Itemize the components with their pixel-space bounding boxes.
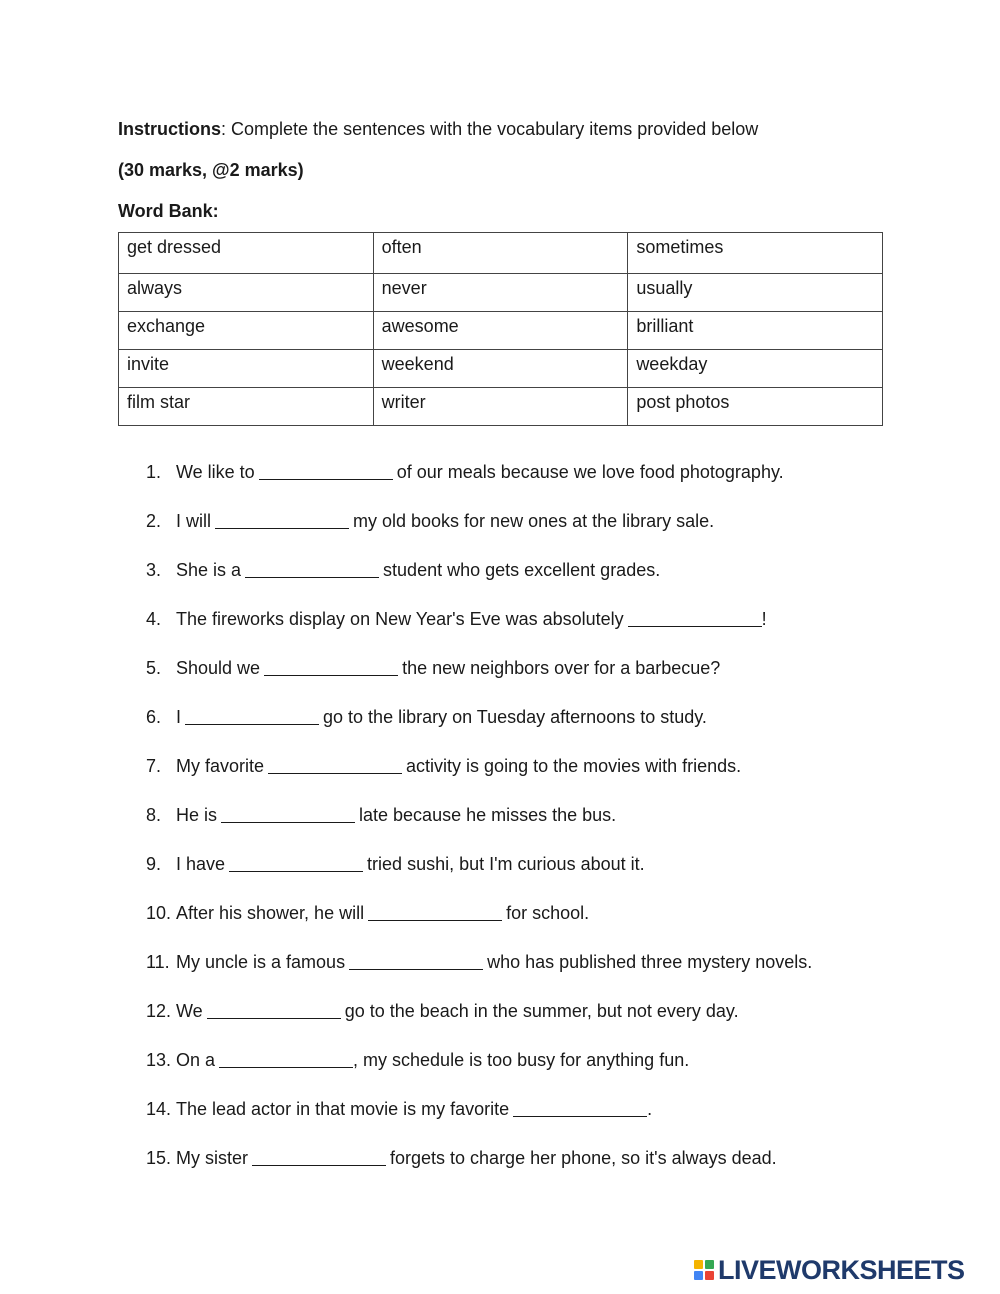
- answer-blank[interactable]: [252, 1147, 386, 1166]
- word-bank-cell: awesome: [373, 312, 628, 350]
- question-text-before: I will: [176, 511, 211, 531]
- answer-blank[interactable]: [628, 608, 762, 627]
- question-text-after: the new neighbors over for a barbecue?: [402, 658, 721, 678]
- question-text-before: My favorite: [176, 756, 265, 776]
- question-text-before: My sister: [176, 1148, 248, 1168]
- word-bank-cell: get dressed: [119, 233, 374, 274]
- marks-note: (30 marks, @2 marks): [118, 160, 304, 180]
- logo-text: LIVEWORKSHEETS: [718, 1255, 965, 1285]
- question-number: 9.: [146, 854, 162, 874]
- word-bank-row: [119, 388, 883, 426]
- question-number: 13.: [146, 1050, 172, 1070]
- word-bank-cell: usually: [628, 274, 883, 312]
- question-item: [146, 706, 812, 755]
- question-item: [146, 657, 812, 706]
- question-text-after: go to the library on Tuesday afternoons to study.: [323, 707, 707, 727]
- answer-blank[interactable]: [245, 559, 379, 578]
- question-text-after: forgets to charge her phone, so it's always dead.: [390, 1148, 777, 1168]
- question-number: 6.: [146, 707, 162, 727]
- question-text-after: of our meals because we love food photography.: [396, 462, 784, 482]
- word-bank-cell: invite: [119, 350, 374, 388]
- question-text-before: He is: [176, 805, 218, 825]
- answer-blank[interactable]: [219, 1049, 353, 1068]
- word-bank-table: [118, 232, 883, 426]
- answer-blank[interactable]: [513, 1098, 647, 1117]
- word-bank-cell: post photos: [628, 388, 883, 426]
- word-bank-cell: film star: [119, 388, 374, 426]
- answer-blank[interactable]: [368, 902, 502, 921]
- instructions-label: Instructions: [118, 119, 222, 139]
- question-text-before: My uncle is a famous: [176, 952, 346, 972]
- question-text-before: I: [176, 707, 182, 727]
- question-number: 7.: [146, 756, 162, 776]
- answer-blank[interactable]: [264, 657, 398, 676]
- question-text-after: my old books for new ones at the library sale.: [353, 511, 715, 531]
- question-number: 15.: [146, 1148, 172, 1168]
- question-item: [146, 951, 812, 1000]
- word-bank-cell: never: [373, 274, 628, 312]
- question-text-after: .: [647, 1099, 653, 1119]
- word-bank-row: [119, 350, 883, 388]
- question-item: [146, 755, 812, 804]
- question-number: 4.: [146, 609, 162, 629]
- word-bank-cell: often: [373, 233, 628, 274]
- question-text-after: student who gets excellent grades.: [383, 560, 661, 580]
- word-bank-row: [119, 233, 883, 274]
- question-item: [146, 804, 812, 853]
- question-text-before: We like to: [176, 462, 255, 482]
- question-text-after: , my schedule is too busy for anything fun.: [353, 1050, 690, 1070]
- question-text-after: !: [761, 609, 767, 629]
- answer-blank[interactable]: [349, 951, 483, 970]
- answer-blank[interactable]: [215, 510, 349, 529]
- question-text-before: Should we: [176, 658, 261, 678]
- question-text-before: The lead actor in that movie is my favorite: [176, 1099, 510, 1119]
- answer-blank[interactable]: [185, 706, 319, 725]
- question-text-before: On a: [176, 1050, 216, 1070]
- word-bank-label: Word Bank:: [118, 201, 219, 221]
- answer-blank[interactable]: [229, 853, 363, 872]
- question-item: [146, 902, 812, 951]
- answer-blank[interactable]: [207, 1000, 341, 1019]
- question-item: [146, 559, 812, 608]
- question-number: 11.: [146, 952, 170, 972]
- question-item: [146, 510, 812, 559]
- word-bank-cell: brilliant: [628, 312, 883, 350]
- question-text-before: She is a: [176, 560, 242, 580]
- question-text-after: go to the beach in the summer, but not every day.: [344, 1001, 739, 1021]
- word-bank-cell: weekday: [628, 350, 883, 388]
- word-bank-cell: sometimes: [628, 233, 883, 274]
- question-number: 3.: [146, 560, 162, 580]
- logo-icon: [694, 1260, 714, 1280]
- answer-blank[interactable]: [259, 461, 393, 480]
- liveworksheets-logo: [694, 1256, 965, 1284]
- logo-block: [694, 1260, 703, 1269]
- question-item: [146, 1000, 812, 1049]
- word-bank-cell: exchange: [119, 312, 374, 350]
- question-text-before: We: [176, 1001, 203, 1021]
- question-number: 12.: [146, 1001, 172, 1021]
- question-number: 14.: [146, 1099, 172, 1119]
- logo-block: [705, 1271, 714, 1280]
- question-item: [146, 1098, 812, 1147]
- question-item: [146, 608, 812, 657]
- question-item: [146, 853, 812, 902]
- question-text-after: late because he misses the bus.: [359, 805, 617, 825]
- question-text-after: for school.: [506, 903, 590, 923]
- instructions-line: [118, 118, 758, 140]
- question-number: 5.: [146, 658, 162, 678]
- word-bank-row: [119, 312, 883, 350]
- question-item: [146, 1049, 812, 1098]
- answer-blank[interactable]: [221, 804, 355, 823]
- question-number: 1.: [146, 462, 162, 482]
- word-bank-cell: always: [119, 274, 374, 312]
- question-number: 8.: [146, 805, 162, 825]
- question-item: [146, 1147, 812, 1196]
- word-bank-cell: weekend: [373, 350, 628, 388]
- question-number: 2.: [146, 511, 162, 531]
- logo-block: [694, 1271, 703, 1280]
- question-list: [146, 461, 812, 1196]
- answer-blank[interactable]: [268, 755, 402, 774]
- question-item: [146, 461, 812, 510]
- question-text-before: I have: [176, 854, 226, 874]
- word-bank-row: [119, 274, 883, 312]
- question-number: 10.: [146, 903, 172, 923]
- question-text-before: The fireworks display on New Year's Eve was absolutely: [176, 609, 624, 629]
- instructions-text: : Complete the sentences with the vocabulary items provided below: [221, 119, 759, 139]
- logo-block: [705, 1260, 714, 1269]
- question-text-after: activity is going to the movies with friends.: [406, 756, 742, 776]
- question-text-after: who has published three mystery novels.: [487, 952, 813, 972]
- question-text-before: After his shower, he will: [176, 903, 365, 923]
- question-text-after: tried sushi, but I'm curious about it.: [367, 854, 645, 874]
- word-bank-cell: writer: [373, 388, 628, 426]
